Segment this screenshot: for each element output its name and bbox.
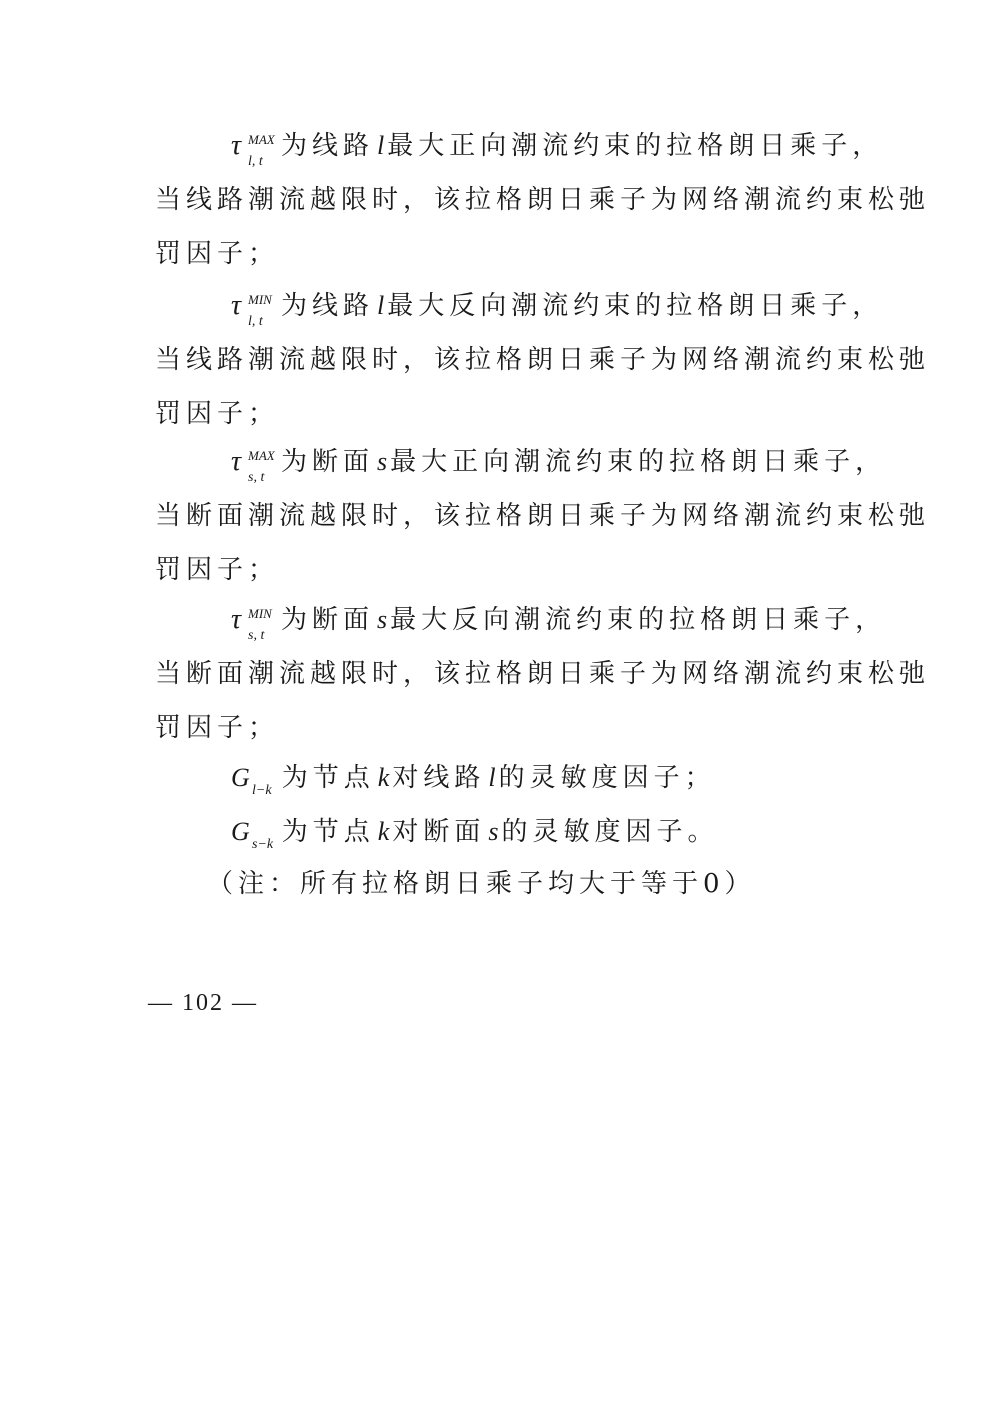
note-line: （注：所有拉格朗日乘子均大于等于0） xyxy=(207,869,756,899)
symbol-tau-l-min: τ MIN l, t xyxy=(231,290,272,329)
symbol-tau-s-min: τ MIN s, t xyxy=(231,604,272,643)
body-line: 罚因子； xyxy=(155,239,280,269)
page-number: — 102 — xyxy=(148,990,258,1016)
body-line: 当断面潮流越限时，该拉格朗日乘子为网络潮流约束松弛 xyxy=(155,659,931,689)
definition-line: τ MIN l, t 为线路 l 最大反向潮流约束的拉格朗日乘子， xyxy=(231,290,884,329)
symbol-g-s-k: G s−k xyxy=(231,817,274,852)
body-line: 罚因子； xyxy=(155,399,280,429)
body-line: 当断面潮流越限时，该拉格朗日乘子为网络潮流约束松弛 xyxy=(155,501,931,531)
body-line: 罚因子； xyxy=(155,713,280,743)
definition-line: τ MAX l, t 为线路 l 最大正向潮流约束的拉格朗日乘子， xyxy=(231,130,884,169)
definition-line: τ MAX s, t 为断面 s 最大正向潮流约束的拉格朗日乘子， xyxy=(231,446,887,485)
definition-line-g-s: G s−k 为节点 k 对断面 s 的灵敏度因子。 xyxy=(231,817,719,852)
symbol-g-l-k: G l−k xyxy=(231,763,272,798)
symbol-tau-s-max: τ MAX s, t xyxy=(231,446,275,485)
body-line: 罚因子； xyxy=(155,555,280,585)
definition-line-g-l: G l−k 为节点 k 对线路 l 的灵敏度因子； xyxy=(231,763,716,798)
body-line: 当线路潮流越限时，该拉格朗日乘子为网络潮流约束松弛 xyxy=(155,345,931,375)
definition-line: τ MIN s, t 为断面 s 最大反向潮流约束的拉格朗日乘子， xyxy=(231,604,887,643)
body-line: 当线路潮流越限时，该拉格朗日乘子为网络潮流约束松弛 xyxy=(155,185,931,215)
symbol-tau-l-max: τ MAX l, t xyxy=(231,130,275,169)
